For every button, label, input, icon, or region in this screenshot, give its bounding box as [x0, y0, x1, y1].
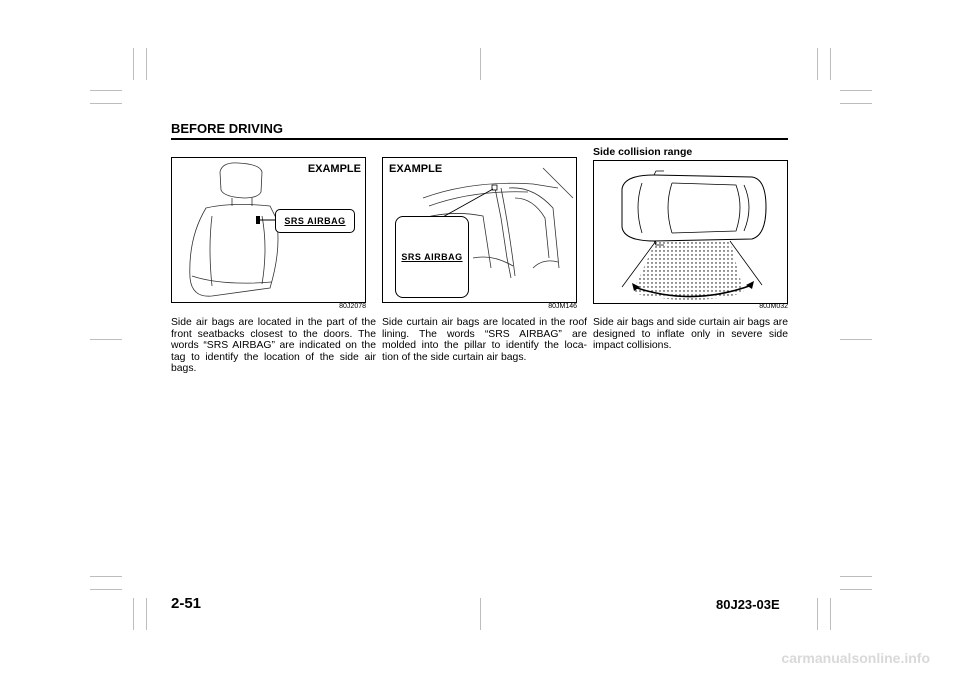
crop-mark — [90, 339, 122, 340]
crop-mark — [830, 48, 831, 80]
crop-mark — [90, 576, 122, 577]
crop-mark — [840, 576, 872, 577]
srs-airbag-tag — [395, 216, 469, 298]
crop-mark — [90, 90, 122, 91]
figure-code: 80J2078 — [339, 303, 366, 310]
crop-mark — [146, 598, 147, 630]
crop-mark — [817, 598, 818, 630]
section-header: BEFORE DRIVING — [171, 121, 283, 136]
crop-mark — [146, 48, 147, 80]
column-text-side-airbags: Side air bags are located in the part of the front seatbacks closest to the doors. The words “SRS AIRBAG” are indicated on the tag to identify the location of the side air bags. — [171, 317, 376, 375]
crop-mark — [90, 103, 122, 104]
page-number: 2-51 — [171, 595, 202, 612]
document-code: 80J23-03E — [716, 597, 780, 612]
crop-mark — [840, 103, 872, 104]
crop-mark — [90, 589, 122, 590]
figure-side-collision-range — [593, 160, 788, 304]
crop-mark — [830, 598, 831, 630]
figure-label: EXAMPLE — [389, 163, 443, 175]
header-rule — [171, 138, 788, 140]
crop-mark — [840, 90, 872, 91]
crop-mark — [817, 48, 818, 80]
figure-code: 80JM032 — [759, 303, 788, 310]
tag-text: SRS AIRBAG — [401, 252, 463, 262]
crop-mark — [133, 48, 134, 80]
figure-label: EXAMPLE — [307, 163, 361, 175]
figure-curtain-airbag — [382, 157, 577, 303]
crop-mark — [133, 598, 134, 630]
crop-mark — [480, 48, 481, 80]
crop-mark — [840, 339, 872, 340]
column-text-curtain-airbags: Side curtain air bags are located in the roof lining. The words “SRS AIRBAG” are molded into the pillar to identify the loca- tion of the side curtain air bags. — [382, 317, 587, 363]
srs-airbag-tag — [275, 209, 355, 233]
column-text-collision-range: Side air bags and side curtain air bags are designed to inflate only in severe side impact collisions. — [593, 317, 788, 352]
watermark: carmanualsonline.info — [781, 650, 930, 666]
crop-mark — [840, 589, 872, 590]
crop-mark — [480, 598, 481, 630]
figure-code: 80JM146 — [548, 303, 577, 310]
tag-text: SRS AIRBAG — [284, 216, 346, 226]
collision-range-illustration — [594, 161, 787, 303]
figure-seat-side-airbag — [171, 157, 366, 303]
section-title: Side collision range — [593, 146, 693, 158]
